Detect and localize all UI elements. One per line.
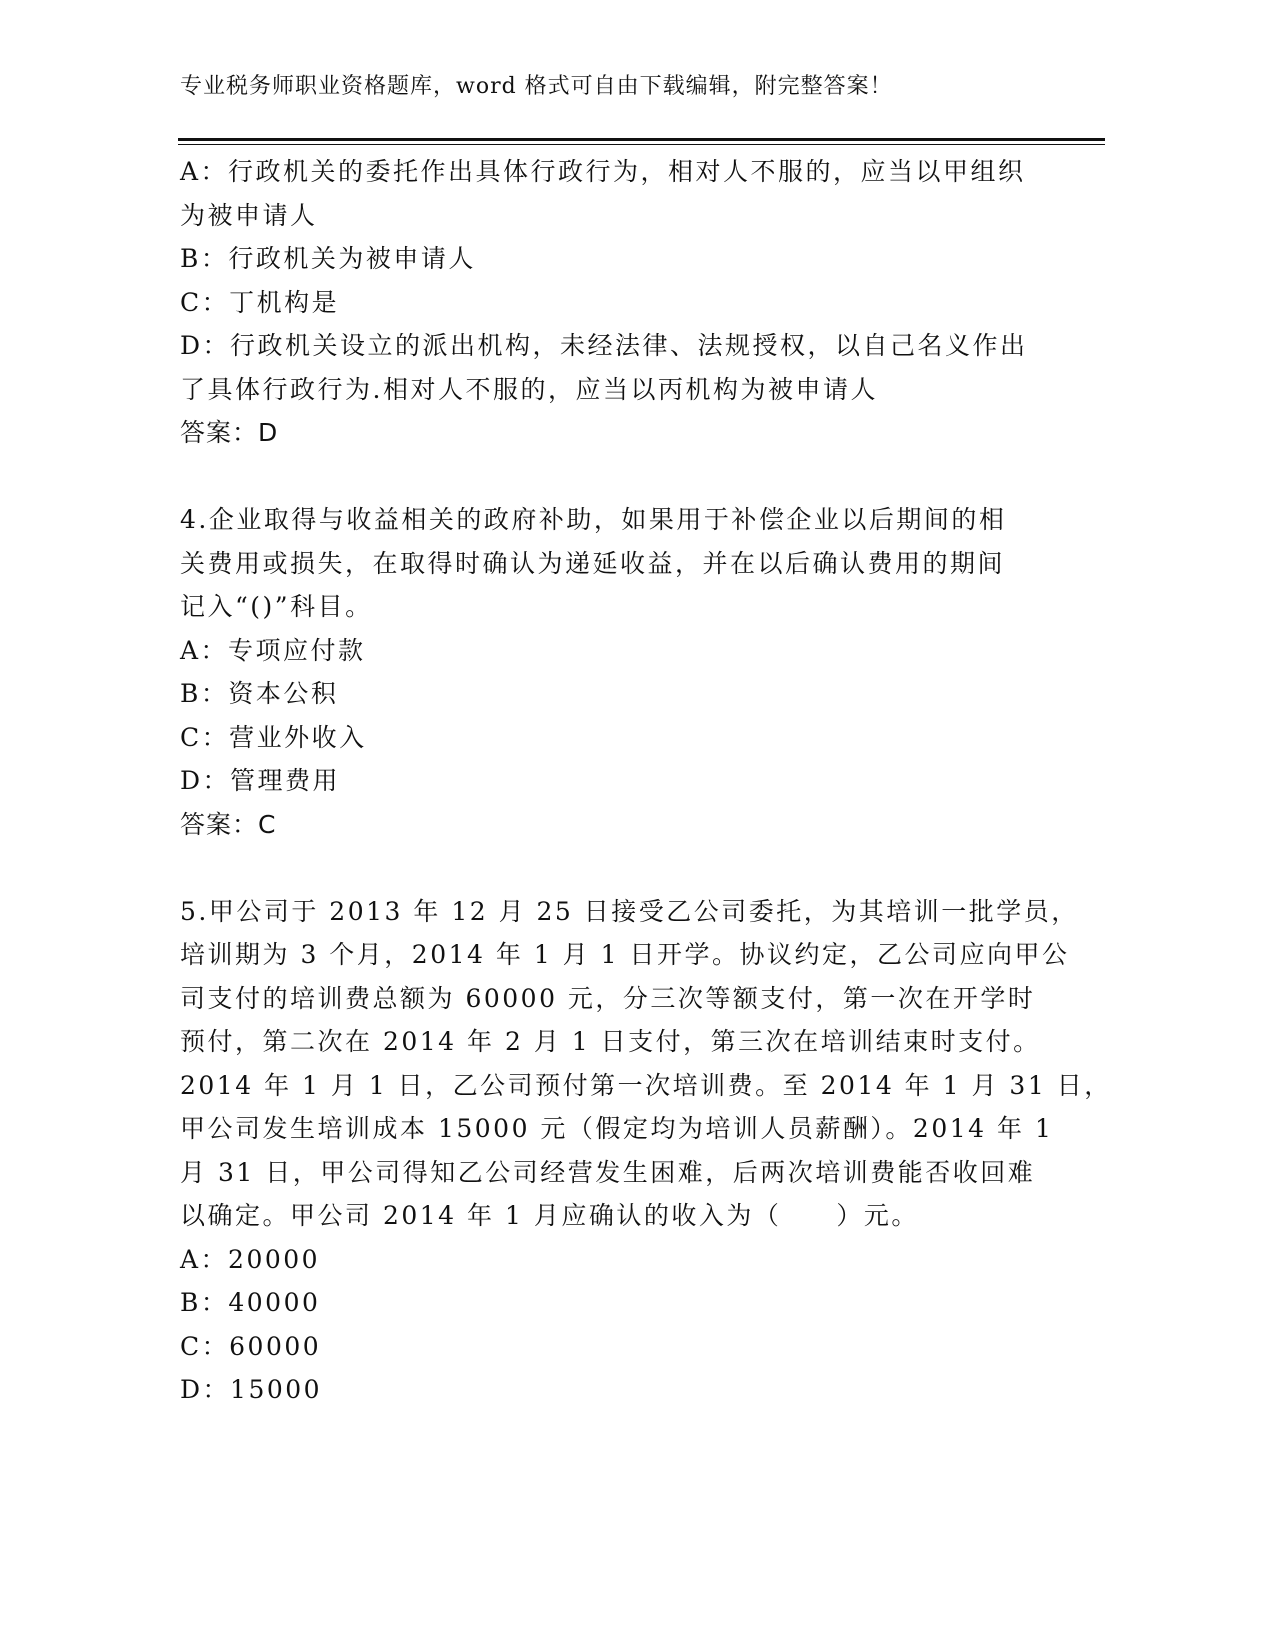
option-a-line-1: A：行政机关的委托作出具体行政行为，相对人不服的，应当以甲组织 [180,157,1026,186]
answer: 答案：D [180,418,279,447]
option-d: D：15000 [180,1375,323,1404]
option-d-line-1: D：行政机关设立的派出机构，未经法律、法规授权，以自己名义作出 [180,331,1028,360]
question-stem-line: 以确定。甲公司 2014 年 1 月应确认的收入为（ ）元。 [180,1201,919,1230]
option-b: B：40000 [180,1288,321,1317]
question-stem-line: 关费用或损失，在取得时确认为递延收益，并在以后确认费用的期间 [180,548,1006,578]
option-a-line-2: 为被申请人 [180,200,318,230]
question-stem-line: 记入“()”科目。 [180,592,373,621]
option-b: B：行政机关为被申请人 [180,244,476,273]
spacer [180,455,1040,499]
option-c: C：60000 [180,1331,322,1361]
question-stem-line: 4.企业取得与收益相关的政府补助，如果用于补偿企业以后期间的相 [180,505,1007,534]
question-4-block [180,498,1040,846]
question-stem-line: 月 31 日，甲公司得知乙公司经营发生困难，后两次培训费能否收回难 [180,1157,1036,1187]
question-stem-line: 培训期为 3 个月，2014 年 1 月 1 日开学。协议约定，乙公司应向甲公 [180,940,1070,969]
header-rule-thick [178,138,1105,141]
option-a: A：专项应付款 [180,635,366,665]
option-c: C：营业外收入 [180,722,367,752]
answer: 答案：C [180,809,277,839]
option-b: B：资本公积 [180,679,339,708]
question-content [180,150,1112,1412]
question-3-block [180,150,1040,455]
page-header: 专业税务师职业资格题库，word 格式可自由下载编辑，附完整答案！ [180,74,893,99]
question-stem-line: 2014 年 1 月 1 日，乙公司预付第一次培训费。至 2014 年 1 月 31 日， [180,1070,1112,1100]
question-5-block [180,890,1112,1412]
question-stem-line: 预付，第二次在 2014 年 2 月 1 日支付，第三次在培训结束时支付。 [180,1027,1041,1056]
option-d: D：管理费用 [180,766,341,795]
option-a: A：20000 [180,1244,321,1274]
option-c: C：丁机构是 [180,287,340,317]
header-rule-thin [178,144,1105,145]
spacer [180,846,1040,890]
question-stem-line: 司支付的培训费总额为 60000 元，分三次等额支付，第一次在开学时 [180,983,1036,1013]
question-stem-line: 5.甲公司于 2013 年 12 月 25 日接受乙公司委托，为其培训一批学员， [180,896,1079,926]
question-stem-line: 甲公司发生培训成本 15000 元（假定均为培训人员薪酬）。2014 年 1 [180,1114,1054,1143]
option-d-line-2: 了具体行政行为.相对人不服的，应当以丙机构为被申请人 [180,374,878,404]
